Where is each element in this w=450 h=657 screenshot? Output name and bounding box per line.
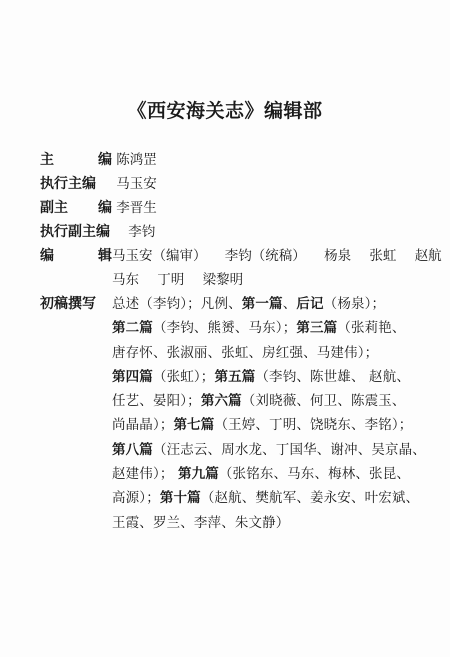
editor-name: 杨泉: [324, 248, 352, 264]
draft-writers-text: [112, 292, 426, 535]
draft-writers-label: 初稿撰写: [40, 296, 96, 312]
draft-line: 赵建伟）； 第九篇（张铭东、马东、梅林、张昆、: [112, 466, 411, 483]
draft-line: 王霞、罗兰、李萍、朱文静）: [112, 514, 290, 531]
chief-editor-label: 主 编: [40, 152, 112, 168]
draft-line: 任艺、晏阳）；第六篇（刘晓薇、何卫、陈震玉、: [112, 393, 406, 410]
executive-editor-label: 执行主编: [40, 176, 96, 192]
executive-editor-name: 马玉安: [116, 176, 157, 192]
executive-deputy-editor-label: 执行副主编: [40, 224, 110, 240]
executive-editor-row: [40, 172, 157, 196]
editor-name: 赵航: [414, 248, 442, 264]
draft-line: 总述（李钧）；凡例、第一篇、后记（杨泉）；: [112, 296, 386, 312]
editor-name: 丁明: [157, 272, 185, 288]
editors-label: 编 辑: [40, 248, 112, 264]
editors-names-line-1: [112, 244, 450, 268]
chief-editor-row: [40, 148, 157, 172]
editors-names-line-2: [112, 268, 257, 292]
deputy-editor-label: 副主 编: [40, 200, 112, 216]
chief-editor-name: 陈鸿罡: [116, 152, 157, 168]
editor-name: 马东: [112, 272, 139, 288]
deputy-editor-name: 李晋生: [116, 200, 157, 216]
draft-line: 第二篇（李钧、熊赟、马东）；第三篇（张莉艳、: [112, 320, 406, 337]
editor-name: 张虹: [369, 248, 397, 264]
editor-name: 李钧（统稿）: [224, 248, 306, 264]
executive-deputy-editor-name: 李钧: [128, 224, 156, 240]
draft-line: 第八篇（汪志云、周水龙、丁国华、谢冲、吴京晶、: [112, 441, 426, 458]
draft-line: 高源）；第十篇（赵航、樊航军、姜永安、叶宏斌、: [112, 490, 420, 507]
draft-line: 尚晶晶）；第七篇（王婷、丁明、饶晓东、李铭）；: [112, 417, 413, 434]
editor-name: 梁黎明: [202, 272, 244, 288]
page-title: 《西安海关志》编辑部: [127, 100, 323, 122]
draft-line: 唐存怀、张淑丽、张虹、房红强、马建伟）；: [112, 344, 379, 361]
draft-line: 第四篇（张虹）；第五篇（李钧、陈世雄、 赵航、: [112, 368, 410, 385]
deputy-editor-row: [40, 196, 157, 220]
executive-deputy-editor-row: [40, 220, 155, 244]
editors-row: [40, 244, 112, 268]
editor-name: 马玉安（编审）: [112, 248, 207, 264]
